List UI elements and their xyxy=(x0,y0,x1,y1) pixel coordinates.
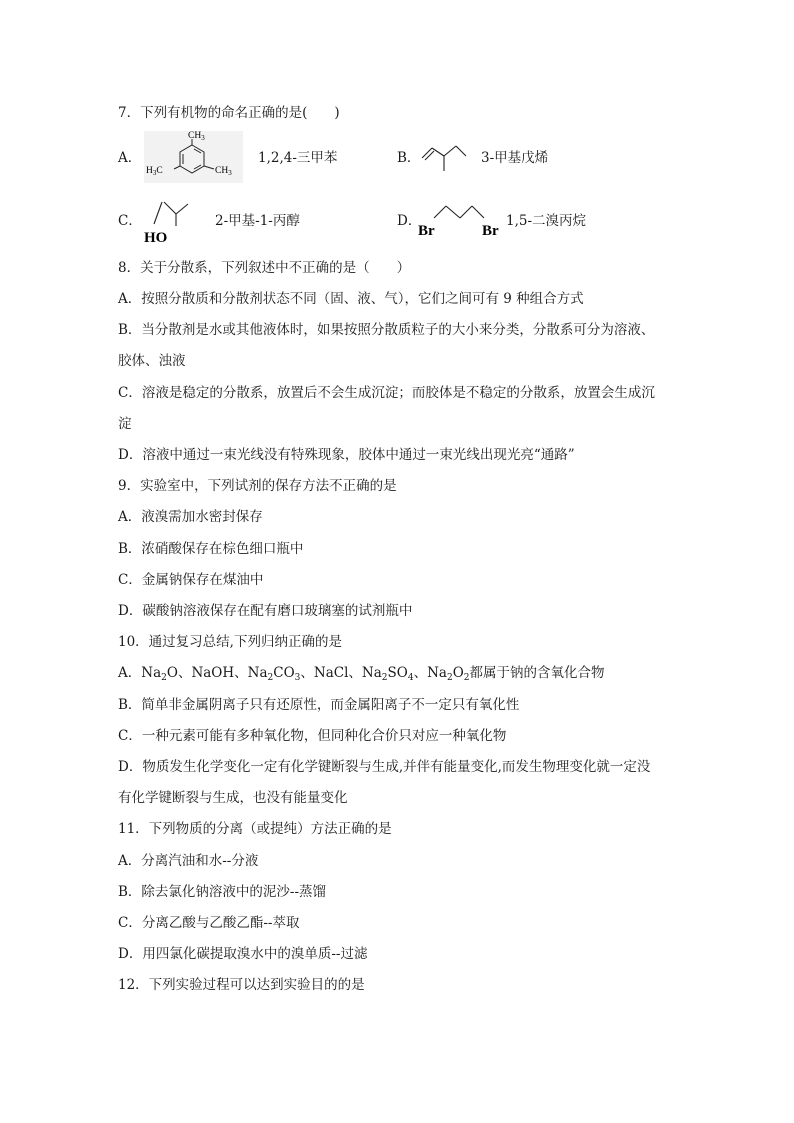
q7-option-b-name: 3-甲基戊烯 xyxy=(481,150,549,166)
q10-stem: 10．通过复习总结,下列归纳正确的是 xyxy=(118,634,342,650)
dibromopropane-structure xyxy=(416,198,504,240)
q9-stem: 9．实验室中，下列试剂的保存方法不正确的是 xyxy=(118,478,397,494)
q8-option-a: A．按照分散质和分散剂状态不同（固、液、气），它们之间可有 9 种组合方式 xyxy=(118,291,584,307)
q8-option-b-line2: 胶体、浊液 xyxy=(118,353,186,369)
br-left-label: Br xyxy=(418,223,435,239)
q7-option-d-label: D． xyxy=(397,213,422,229)
q10-option-c: C．一种元素可能有多种氧化物，但同种化合价只对应一种氧化物 xyxy=(118,728,507,744)
q9-option-b: B．浓硝酸保存在棕色细口瓶中 xyxy=(118,541,304,557)
q7-option-a-label: A． xyxy=(118,150,142,166)
ch3-top-label: $CH_3$ xyxy=(188,131,205,142)
q8-option-b-line1: B．当分散剂是水或其他液体时，如果按照分散质粒子的大小来分类，分散系可分为溶液、 xyxy=(118,322,655,338)
br-right-label: Br xyxy=(482,223,499,239)
q7-option-c-name: 2-甲基-1-丙醇 xyxy=(215,213,300,229)
methylpropanol-svg xyxy=(140,196,204,246)
q11-option-c: C．分离乙酸与乙酸乙酯--萃取 xyxy=(118,915,300,931)
q7-option-c-label: C． xyxy=(118,213,142,229)
q8-option-c-line2: 淀 xyxy=(118,416,132,432)
q10-option-d-line2: 有化学键断裂与生成，也没有能量变化 xyxy=(118,790,348,806)
methylpentene-structure xyxy=(418,136,474,176)
q8-option-d: D．溶液中通过一束光线没有特殊现象，胶体中通过一束光线出现光亮“通路” xyxy=(118,447,575,463)
q9-option-a: A．液溴需加水密封保存 xyxy=(118,509,263,525)
q10-option-b: B．简单非金属阴离子只有还原性，而金属阳离子不一定只有氧化性 xyxy=(118,697,520,713)
q7-stem: 7．下列有机物的命名正确的是( ) xyxy=(118,105,340,121)
q8-option-c-line1: C．溶液是稳定的分散系，放置后不会生成沉淀；而胶体是不稳定的分散系，放置会生成沉 xyxy=(118,385,655,401)
q11-stem: 11．下列物质的分离（或提纯）方法正确的是 xyxy=(118,821,392,837)
q7-option-b-label: B． xyxy=(397,150,421,166)
q7-option-d-name: 1,5-二溴丙烷 xyxy=(506,213,587,229)
q8-stem: 8．关于分散系，下列叙述中不正确的是（ ） xyxy=(118,260,411,276)
q12-stem: 12．下列实验过程可以达到实验目的的是 xyxy=(118,977,365,993)
q11-option-a: A．分离汽油和水--分液 xyxy=(118,853,259,869)
q7-option-a-name: 1,2,4-三甲苯 xyxy=(258,150,338,166)
trimethylbenzene-structure xyxy=(144,131,243,183)
h3c-left-label: $H_3C$ xyxy=(146,166,163,177)
q9-option-c: C．金属钠保存在煤油中 xyxy=(118,572,264,588)
ch3-right-label: $CH_3$ xyxy=(215,166,232,177)
q10-option-d-line1: D．物质发生化学变化一定有化学键断裂与生成,并伴有能量变化,而发生物理变化就一定没 xyxy=(118,759,651,775)
methylpropanol-structure xyxy=(140,196,204,246)
q11-option-d: D．用四氯化碳提取溴水中的溴单质--过滤 xyxy=(118,946,368,962)
ho-label: HO xyxy=(144,230,168,246)
methylpentene-svg xyxy=(418,136,474,176)
q11-option-b: B．除去氯化钠溶液中的泥沙--蒸馏 xyxy=(118,884,327,900)
q10-option-a: A．$Na_2O$、NaOH、$Na_2CO_3$、NaCl、$Na_2SO_4$、$Na_2O_2$都属于钠的含氧化合物 xyxy=(118,665,605,683)
trimethylbenzene-svg xyxy=(144,131,243,183)
q9-option-d: D．碳酸钠溶液保存在配有磨口玻璃塞的试剂瓶中 xyxy=(118,603,413,619)
dibromopropane-svg xyxy=(416,198,504,240)
